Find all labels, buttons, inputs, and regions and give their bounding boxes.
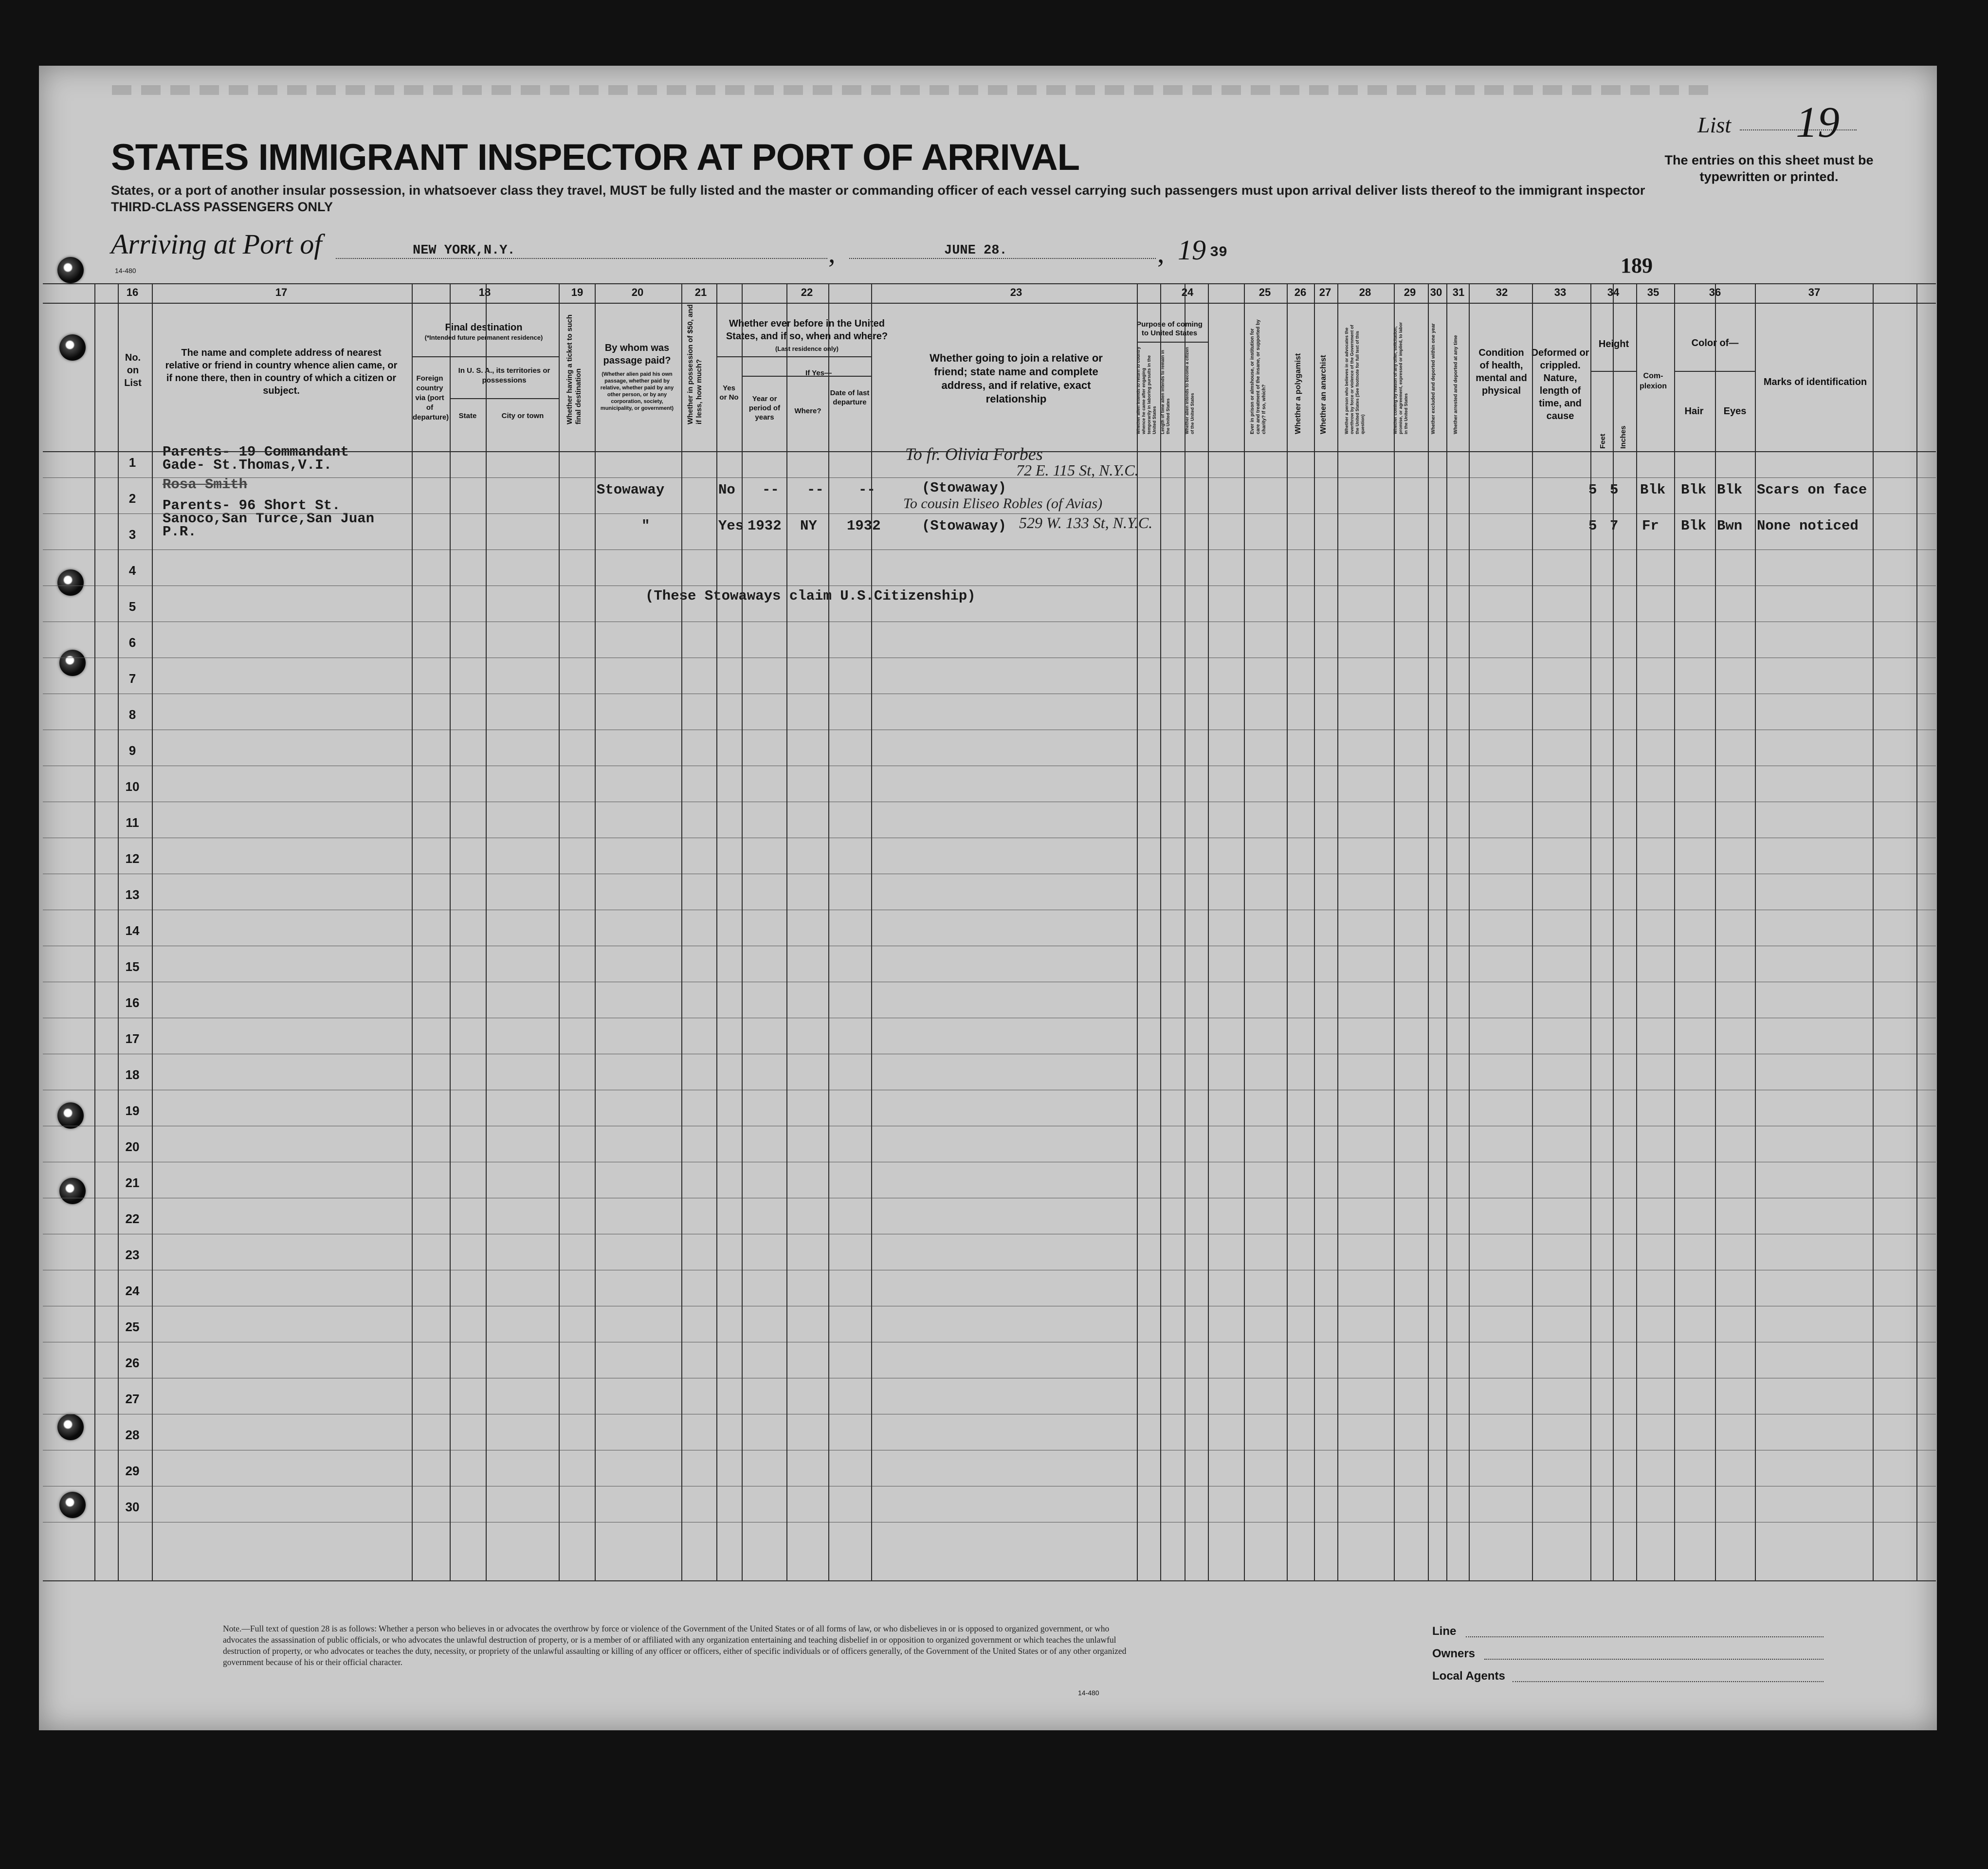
r2-inches: 7 xyxy=(1610,518,1619,534)
header-purpose: Purpose of coming to United States xyxy=(1136,320,1203,337)
col-number: 17 xyxy=(275,286,288,298)
column-rule xyxy=(1446,283,1447,1580)
header-feet: Feet xyxy=(1599,434,1607,449)
r1-join-address: 72 E. 115 St, N.Y.C. xyxy=(1016,461,1139,479)
date-line xyxy=(849,258,1156,259)
column-rule xyxy=(1636,283,1637,1580)
row-number: 16 xyxy=(125,995,140,1010)
r2-join-address: 529 W. 133 St, N.Y.C. xyxy=(1019,514,1153,531)
row-number: 3 xyxy=(128,527,136,542)
r2-before-us: Yes xyxy=(718,518,744,534)
color-subrule xyxy=(1674,371,1755,372)
col-number: 16 xyxy=(126,286,139,298)
row-number: 24 xyxy=(125,1283,140,1298)
r1-departure: -- xyxy=(858,482,875,498)
r2-relative-line3: P.R. xyxy=(163,524,197,540)
header-ticket: Whether having a ticket to such final destination xyxy=(565,314,583,424)
owners-signature-line xyxy=(1484,1659,1824,1660)
header-join-relative: Whether going to join a relative or friend; state name and complete address, and if relative, exact relationship xyxy=(930,352,1103,405)
r2-join-typed: (Stowaway) xyxy=(922,518,1007,534)
row-number: 6 xyxy=(128,635,136,650)
header-in-usa: In U. S. A., its territories or possessions xyxy=(458,366,550,385)
column-rule xyxy=(681,283,682,1580)
row-number: 28 xyxy=(125,1428,140,1442)
column-rule xyxy=(559,283,560,1580)
col-number: 27 xyxy=(1319,286,1331,298)
header-city: City or town xyxy=(501,412,544,420)
column-rule xyxy=(1755,283,1756,1580)
row-number: 4 xyxy=(128,563,136,578)
col-number: 25 xyxy=(1258,286,1271,298)
final-destination-subrule xyxy=(412,356,559,357)
r1-passage: Stowaway xyxy=(597,482,665,498)
header-anarchist: Whether an anarchist xyxy=(1319,355,1328,434)
ever-before-note: (Last residence only) xyxy=(775,345,839,352)
header-ever-before xyxy=(719,317,894,355)
punch-hole xyxy=(57,257,84,283)
row-number: 17 xyxy=(125,1031,140,1046)
column-rule xyxy=(1314,283,1315,1580)
col-number: 21 xyxy=(694,286,707,298)
comma: , xyxy=(1157,237,1165,269)
column-rule xyxy=(1287,283,1288,1580)
row-number: 27 xyxy=(125,1392,140,1406)
final-destination-note: (*Intended future permanent residence) xyxy=(424,334,543,341)
agents-signature-line xyxy=(1513,1681,1824,1682)
header-if-yes: If Yes— xyxy=(805,369,832,377)
header-purpose-return: Whether alien intends to return to country whence he came after engaging temporarily in laboring pursuits in the United States xyxy=(1136,347,1157,434)
row-number: 11 xyxy=(126,815,139,830)
column-rule xyxy=(1244,283,1245,1580)
r1-hair: Blk xyxy=(1681,482,1707,498)
col-number: 18 xyxy=(478,286,491,298)
header-complexion: Com-plexion xyxy=(1639,372,1667,390)
entries-note: The entries on this sheet must be typewritten or printed. xyxy=(1664,153,1874,184)
usa-subrule xyxy=(450,398,559,399)
col-number: 36 xyxy=(1709,286,1721,298)
row-number: 10 xyxy=(125,779,140,794)
header-color-of: Color of— xyxy=(1691,338,1739,348)
column-rule xyxy=(450,283,451,1580)
r1-before-us: No xyxy=(718,482,735,498)
r2-hair: Blk xyxy=(1681,518,1707,534)
r1-join-typed: (Stowaway) xyxy=(922,480,1007,496)
column-rule xyxy=(716,283,717,1580)
r2-years: 1932 xyxy=(748,518,782,534)
column-rule xyxy=(828,283,829,1580)
r1-join-handwritten: To fr. Olivia Forbes xyxy=(905,444,1043,464)
column-rule xyxy=(94,283,95,1580)
col-number: 34 xyxy=(1607,286,1620,298)
header-years: Year or period of years xyxy=(748,395,781,421)
column-rule xyxy=(595,283,596,1580)
col-number: 37 xyxy=(1808,286,1821,298)
header-hair: Hair xyxy=(1684,406,1704,417)
list-label: List xyxy=(1697,112,1732,137)
column-rule xyxy=(742,283,743,1580)
footnote: Note.—Full text of question 28 is as follows: Whether a person who believes in or advocates the overthrow by force or violence of the Government of the United States or of all forms of law, or who disbelieves in or is opposed to organized government, or who advocates the assassination of public officials, or who advocates the unlawful destruction of property, or is a member of or affiliated with any organization entertaining and teaching disbelief in or opposition to organized government or which teaches the unlawful destruction of property, or who advocates or teaches the duty, necessity, or propriety of the unlawful assaulting or killing of any officer or officers, either of specific individuals or of officers generally, of the Government of the United States or of any other organized government because of his or their official character. xyxy=(223,1624,1127,1667)
r2-join-handwritten: To cousin Eliseo Robles (of Avias) xyxy=(903,495,1103,512)
column-rule xyxy=(1208,283,1209,1580)
r2-feet: 5 xyxy=(1588,518,1597,534)
year-suffix: 39 xyxy=(1210,244,1228,261)
header-passage-paid xyxy=(596,342,678,412)
header-health: Condition of health, mental and physical xyxy=(1476,348,1527,396)
r1-where: -- xyxy=(807,482,824,498)
header-foreign-country: Foreign country via (port of departure) xyxy=(413,374,449,421)
column-rule xyxy=(412,283,413,1580)
header-deformed: Deformed or crippled. Nature, length of time, and cause xyxy=(1531,348,1589,421)
r1-complexion: Blk xyxy=(1640,482,1666,498)
col-number: 32 xyxy=(1496,286,1508,298)
footer-form-code: 14-480 xyxy=(1078,1689,1099,1697)
passage-paid-title: By whom was passage paid? xyxy=(603,343,671,366)
row-number: 13 xyxy=(125,887,140,902)
row-number: 2 xyxy=(128,491,136,506)
column-rule xyxy=(1916,283,1917,1580)
column-rule xyxy=(1532,283,1533,1580)
row-number: 21 xyxy=(125,1175,140,1190)
height-subrule xyxy=(1590,371,1636,372)
col-number: 33 xyxy=(1554,286,1567,298)
r2-relative-line2: Sanoco,San Turce,San Juan xyxy=(163,511,375,527)
column-rule xyxy=(1873,283,1874,1580)
row-number: 30 xyxy=(125,1500,140,1514)
column-rule xyxy=(1394,283,1395,1580)
agents-label: Local Agents xyxy=(1432,1669,1505,1683)
row-rule xyxy=(43,477,1936,478)
if-yes-subrule xyxy=(742,376,871,377)
column-rule xyxy=(1137,283,1138,1580)
column-rule xyxy=(1613,283,1614,1580)
header-purpose-citizen: Whether alien intends to become a citizen of the United States xyxy=(1185,347,1195,434)
column-rule xyxy=(152,283,153,1580)
form-code: 14-480 xyxy=(115,267,136,275)
stowaway-citizenship-note: (These Stowaways claim U.S.Citizenship) xyxy=(645,588,976,604)
col-number: 22 xyxy=(801,286,813,298)
col-number: 26 xyxy=(1294,286,1307,298)
column-rule xyxy=(486,283,487,1580)
purpose-subrule xyxy=(1137,342,1208,343)
row-number: 25 xyxy=(125,1319,140,1334)
column-rule xyxy=(1469,283,1470,1580)
passage-paid-note: (Whether alien paid his own passage, whether paid by relative, whether paid by any other person, or by any corporation, society, municipality, or government) xyxy=(600,371,674,411)
header-no-on-list: No. on List xyxy=(124,352,142,388)
header-state: State xyxy=(458,412,477,420)
form-title: STATES IMMIGRANT INSPECTOR AT PORT OF ARRIVAL xyxy=(111,137,1080,178)
owners-label: Owners xyxy=(1432,1647,1476,1660)
form-subtitle xyxy=(111,182,1645,215)
final-destination-title: Final destination xyxy=(445,322,523,333)
header-possession-50: Whether in possession of $50, and if less, how much? xyxy=(686,304,703,424)
column-rule xyxy=(1185,283,1186,1580)
header-labor-offer: Whether coming by reason of any offer, solicitation, promise, or agreement, expressed or implied, to labor in the United States xyxy=(1393,322,1408,434)
column-rule xyxy=(118,283,119,1580)
header-last-departure: Date of last departure xyxy=(830,389,870,406)
row-number: 22 xyxy=(125,1211,140,1226)
row-number: 8 xyxy=(128,707,136,722)
header-arrested: Whether arrested and deported at any time xyxy=(1453,335,1459,434)
row-number: 1 xyxy=(128,455,136,470)
arriving-label: Arriving at Port of xyxy=(111,228,322,260)
r2-complexion: Fr xyxy=(1642,518,1659,534)
header-height: Height xyxy=(1598,339,1629,349)
column-rule xyxy=(1674,283,1675,1580)
col-number: 31 xyxy=(1452,286,1465,298)
row-rule xyxy=(43,513,1936,514)
header-excluded: Whether excluded and deported within one year xyxy=(1431,323,1436,434)
r2-marks: None noticed xyxy=(1757,518,1859,534)
r1-eyes: Blk xyxy=(1717,482,1743,498)
ever-before-subrule xyxy=(716,356,871,357)
port-line xyxy=(336,258,827,259)
col-number: 20 xyxy=(631,286,644,298)
column-rule xyxy=(1160,283,1161,1580)
ever-before-title: Whether ever before in the United States, and if so, when and where? xyxy=(726,318,888,342)
subtitle-line-1: States, or a port of another insular possession, in whatsoever class they travel, MUST be fully listed and the master or commanding officer of each vessel carrying such passengers must upon arrival deliver lists thereof to the immigrant inspector xyxy=(111,183,1645,198)
col-number: 30 xyxy=(1430,286,1442,298)
row-number: 12 xyxy=(125,851,140,866)
r1-struck-text: Rosa Smith xyxy=(163,476,248,493)
row-number: 15 xyxy=(125,959,140,974)
port-value: NEW YORK,N.Y. xyxy=(413,243,515,258)
col-number: 28 xyxy=(1359,286,1371,298)
column-rule xyxy=(871,283,872,1580)
page-number: 189 xyxy=(1621,254,1653,277)
r2-where: NY xyxy=(800,518,817,534)
subtitle-line-2: THIRD-CLASS PASSENGERS ONLY xyxy=(111,200,333,214)
table-top-rule xyxy=(43,283,1936,284)
header-marks: Marks of identification xyxy=(1763,377,1867,387)
r1-feet: 5 xyxy=(1588,482,1597,498)
header-overthrow: Whether a person who believes in or advocates the overthrow by force or violence of the Government of the United States (See footnote for full text of this question) xyxy=(1344,325,1365,434)
header-eyes: Eyes xyxy=(1723,406,1747,417)
row-number: 7 xyxy=(128,671,136,686)
column-rule xyxy=(1715,283,1716,1580)
r1-inches: 5 xyxy=(1610,482,1619,498)
r2-eyes: Bwn xyxy=(1717,518,1743,534)
row-number: 5 xyxy=(128,599,136,614)
table-bottom-rule xyxy=(43,1580,1936,1581)
header-bottom-rule xyxy=(43,451,1936,452)
line-label: Line xyxy=(1432,1625,1457,1638)
header-polygamist: Whether a polygamist xyxy=(1294,353,1302,434)
col-number: 35 xyxy=(1647,286,1660,298)
r2-passage: " xyxy=(641,518,650,534)
r1-relative-line2: Gade- St.Thomas,V.I. xyxy=(163,457,332,473)
row-number: 14 xyxy=(125,923,140,938)
header-where: Where? xyxy=(794,407,821,415)
bleed-through-text xyxy=(112,85,1718,95)
row-number: 9 xyxy=(128,743,136,758)
column-number-rule xyxy=(43,303,1936,304)
row-number: 18 xyxy=(125,1067,140,1082)
col-number: 24 xyxy=(1181,286,1194,298)
row-number: 20 xyxy=(125,1139,140,1154)
header-final-destination xyxy=(411,321,557,342)
line-signature-line xyxy=(1466,1636,1824,1637)
header-purpose-length: Length of time alien intends to remain in the United States xyxy=(1160,349,1170,434)
manifest-table xyxy=(43,283,1936,1580)
column-rule xyxy=(1428,283,1429,1580)
row-number: 19 xyxy=(125,1103,140,1118)
r1-relative-line1: Parents- 19 Commandant xyxy=(163,444,349,460)
header-inches: Inches xyxy=(1619,425,1627,449)
list-number: 19 xyxy=(1796,98,1840,147)
header-yes-or-no: Yes or No xyxy=(719,384,739,402)
header-prison: Ever in prison or almshouse, or institution for care and treatment of the insane, or supported by charity? If so, which? xyxy=(1250,319,1267,434)
r2-relative-line1: Parents- 96 Short St. xyxy=(163,497,341,513)
year-prefix: 19 xyxy=(1178,234,1206,266)
col-number: 23 xyxy=(1010,286,1022,298)
column-rule xyxy=(1590,283,1591,1580)
date-value: JUNE 28. xyxy=(944,243,1007,258)
column-rule xyxy=(786,283,787,1580)
header-nearest-relative: The name and complete address of nearest relative or friend in country whence alien came, or if none there, then in country of which a citizen or subject. xyxy=(165,348,398,396)
row-number: 23 xyxy=(125,1247,140,1262)
col-number: 29 xyxy=(1404,286,1416,298)
col-number: 19 xyxy=(571,286,584,298)
column-rule xyxy=(1337,283,1338,1580)
row-number: 29 xyxy=(125,1464,140,1478)
r1-marks: Scars on face xyxy=(1757,482,1867,498)
r2-departure: 1932 xyxy=(847,518,881,534)
r1-years: -- xyxy=(762,482,779,498)
row-number: 26 xyxy=(125,1356,140,1370)
comma: , xyxy=(828,237,836,269)
